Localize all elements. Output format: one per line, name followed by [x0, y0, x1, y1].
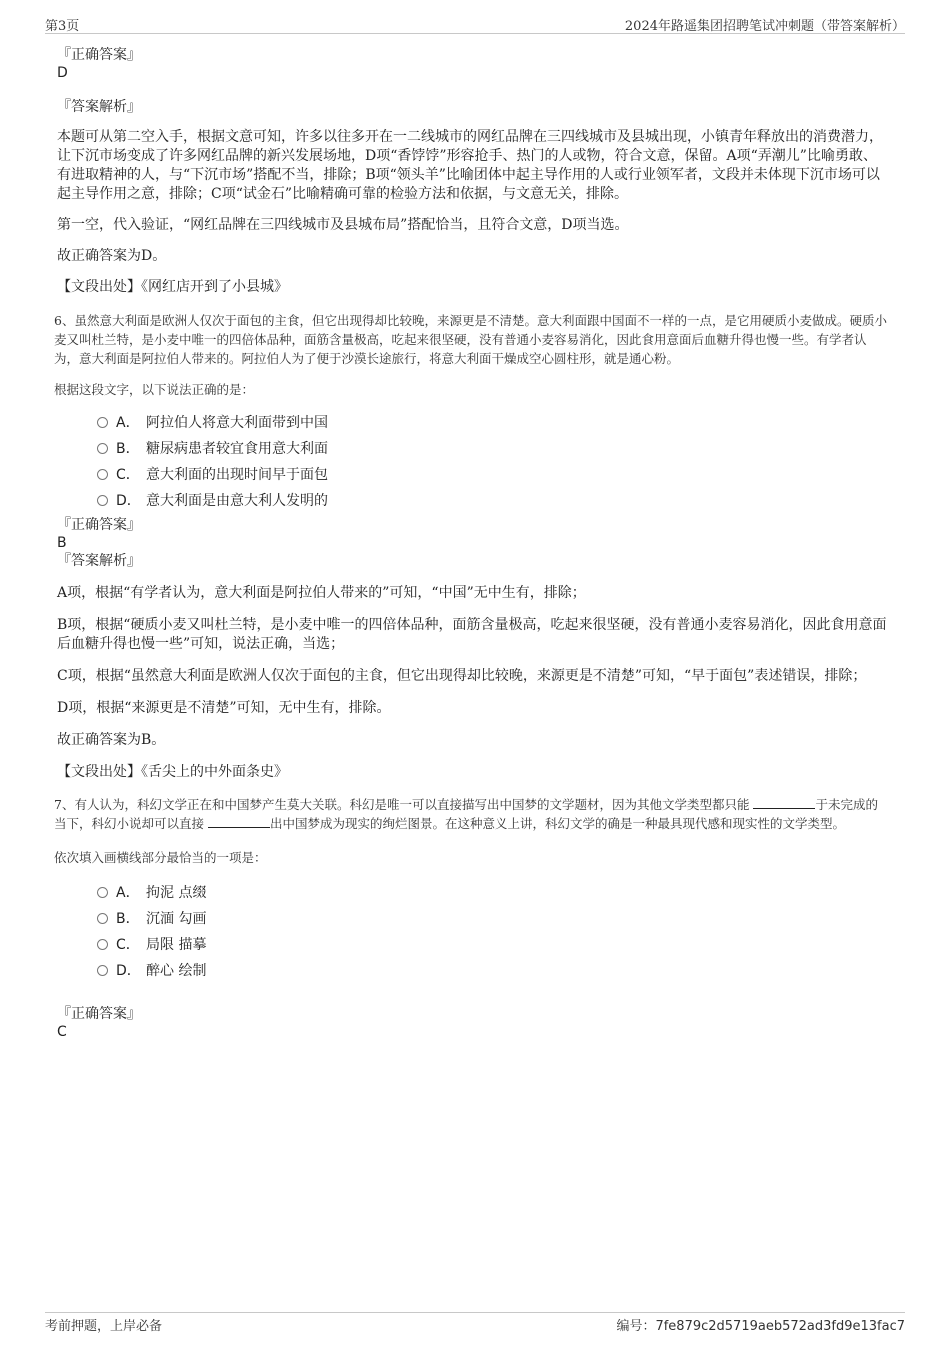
analysis-paragraph: 本题可从第二空入手，根据文意可知，许多以往多开在一二线城市的网红品牌在三四线城市及县城出现，小镇青年释放出的消费潜力，让下沉市场变成了许多网红品牌的新兴发展场地，D项“香饽饽”形容抢手、热门的人或物，符合文意，保留。A项“弄潮儿”比喻勇敢、有进取精神的人，与“下沉市场”搭配不当，排除；B项“领头羊”比喻团体中起主导作用的人或行业领军者，文段并未体现下沉市场可以起主导作用之意，排除；C项“试金石”比喻精确可靠的检验方法和依据，与文意无关，排除。 [57, 129, 883, 202]
answer-value: B [57, 535, 67, 551]
answer-value: D [57, 65, 68, 81]
option-a[interactable]: A． 拘泥 点缀 [97, 880, 887, 906]
analysis-option-d: D项，根据“来源更是不清楚”可知，无中生有，排除。 [57, 700, 391, 716]
option-a[interactable]: A． 阿拉伯人将意大利面带到中国 [97, 410, 887, 436]
analysis-option-b: B项，根据“硬质小麦又叫杜兰特，是小麦中唯一的四倍体品种，面筋含量极高，吃起来很坚硬，没有普通小麦容易消化，因此食用意面后血糖升得也慢一些”可知，说法正确，当选； [57, 617, 887, 652]
conclusion: 故正确答案为D。 [57, 248, 167, 264]
option-b[interactable]: B． 沉湎 勾画 [97, 906, 887, 932]
conclusion: 故正确答案为B。 [57, 732, 166, 748]
page-content [54, 46, 887, 1041]
analysis-label: 『答案解析』 [57, 553, 141, 569]
question-stem: 7、有人认为，科幻文学正在和中国梦产生莫大关联。科幻是唯一可以直接描写出中国梦的文学题材，因为其他文学类型都只能 于未完成的当下，科幻小说却可以直接 出中国梦成为现实的绚烂图景。在这种意义上讲，科幻文学的确是一种最具现代感和现实性的文学类型。 [54, 797, 878, 831]
fill-blank [753, 796, 815, 809]
analysis-option-a: A项，根据“有学者认为，意大利面是阿拉伯人带来的”可知，“中国”无中生有，排除； [57, 585, 586, 601]
radio-icon[interactable] [97, 887, 108, 898]
page-number: 第3页 [45, 19, 80, 34]
options-list [57, 410, 887, 514]
answer-value: C [57, 1024, 67, 1040]
radio-icon[interactable] [97, 495, 108, 506]
page-header [45, 13, 905, 34]
footer-slogan: 考前押题，上岸必备 [45, 1319, 163, 1334]
answer-label: 『正确答案』 [57, 47, 141, 63]
document-code: 编号：7fe879c2d5719aeb572ad3fd9e13fac7 [616, 1319, 905, 1334]
page-footer [45, 1312, 905, 1334]
radio-icon[interactable] [97, 443, 108, 454]
question-stem: 6、虽然意大利面是欧洲人仅次于面包的主食，但它出现得却比较晚，来源更是不清楚。意大利面跟中国面不一样的一点，是它用硬质小麦做成。硬质小麦又叫杜兰特，是小麦中唯一的四倍体品种，面筋含量极高，吃起来很坚硬，没有普通小麦容易消化，因此食用意面后血糖升得也慢一些。有学者认为，意大利面是阿拉伯人带来的。阿拉伯人为了便于沙漠长途旅行，将意大利面干燥成空心圆柱形，就是通心粉。 [54, 313, 887, 366]
radio-icon[interactable] [97, 469, 108, 480]
radio-icon[interactable] [97, 965, 108, 976]
analysis-label: 『答案解析』 [57, 99, 141, 115]
answer-label: 『正确答案』 [57, 1006, 141, 1022]
option-b[interactable]: B． 糖尿病患者较宜食用意大利面 [97, 436, 887, 462]
option-c[interactable]: C． 局限 描摹 [97, 932, 887, 958]
question-prompt: 依次填入画横线部分最恰当的一项是： [54, 850, 267, 865]
question-prompt: 根据这段文字，以下说法正确的是： [54, 382, 255, 397]
analysis-paragraph: 第一空，代入验证，“网红品牌在三四线城市及县城布局”搭配恰当，且符合文意，D项当选。 [57, 217, 629, 233]
source-citation: 【文段出处】《网红店开到了小县城》 [57, 279, 288, 295]
radio-icon[interactable] [97, 913, 108, 924]
source-citation: 【文段出处】《舌尖上的中外面条史》 [57, 764, 288, 780]
option-d[interactable]: D． 醉心 绘制 [97, 958, 887, 984]
fill-blank [208, 815, 270, 828]
radio-icon[interactable] [97, 939, 108, 950]
radio-icon[interactable] [97, 417, 108, 428]
option-c[interactable]: C． 意大利面的出现时间早于面包 [97, 462, 887, 488]
option-d[interactable]: D． 意大利面是由意大利人发明的 [97, 488, 887, 514]
document-title: 2024年路遥集团招聘笔试冲刺题（带答案解析） [624, 19, 905, 34]
answer-label: 『正确答案』 [57, 517, 141, 533]
analysis-option-c: C项，根据“虽然意大利面是欧洲人仅次于面包的主食，但它出现得却比较晚，来源更是不清楚”可知，“早于面包”表述错误，排除； [57, 668, 867, 684]
options-list [57, 880, 887, 984]
